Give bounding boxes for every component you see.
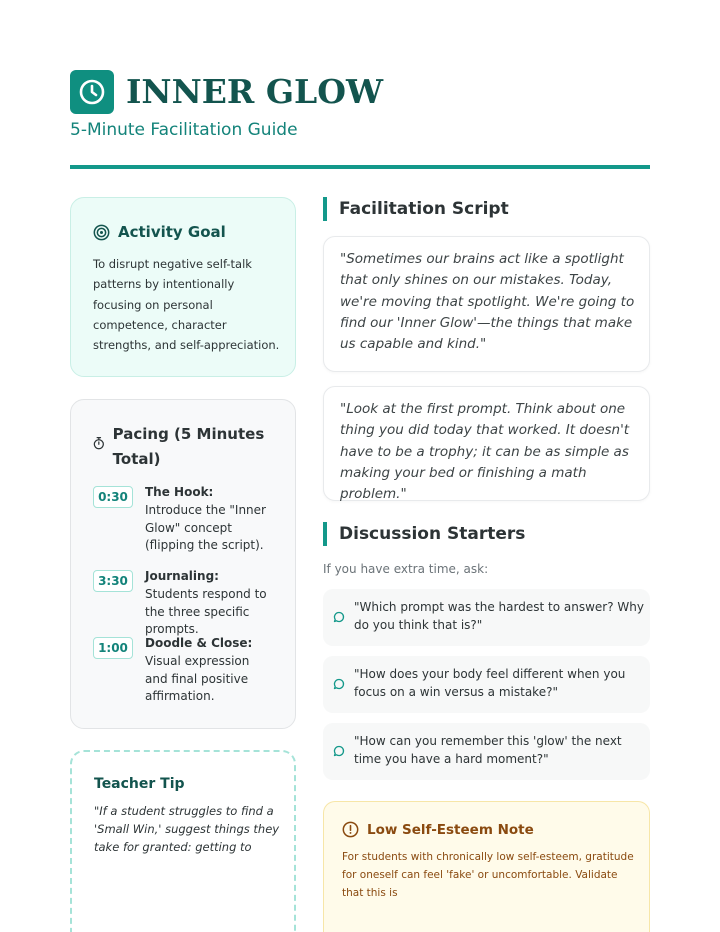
discussion-question: "How can you remember this 'glow' the next time you have a hard moment?" bbox=[354, 734, 622, 766]
low-self-esteem-note-card bbox=[323, 801, 650, 932]
logo-badge bbox=[70, 70, 114, 114]
pacing-item-text bbox=[145, 568, 267, 639]
speech-bubble-icon bbox=[333, 678, 345, 690]
stopwatch-icon bbox=[93, 435, 105, 451]
note-header bbox=[342, 821, 534, 838]
activity-goal-text: To disrupt negative self-talk patterns by intentionally focusing on personal competence, character strengths, and self-appreciation. bbox=[93, 257, 280, 353]
pacing-item-desc: Visual expression and final positive affirmation. bbox=[145, 653, 250, 704]
pacing-title: Pacing (5 Minutes Total) bbox=[112, 425, 265, 468]
discussion-question: "How does your body feel different when you focus on a win versus a mistake?" bbox=[354, 667, 626, 699]
note-title: Low Self-Esteem Note bbox=[367, 821, 534, 838]
pacing-item-label: Journaling: bbox=[145, 569, 219, 583]
pacing-item-desc: Students respond to the three specific prompts. bbox=[145, 586, 267, 637]
pacing-card bbox=[70, 399, 296, 729]
discussion-item bbox=[323, 589, 650, 646]
discussion-starters-heading: Discussion Starters bbox=[323, 522, 525, 546]
page-subtitle: 5-Minute Facilitation Guide bbox=[70, 120, 298, 140]
discussion-item bbox=[323, 723, 650, 780]
teacher-tip-text: "If a student struggles to find a 'Small Win,' suggest things they take for granted: getting to bbox=[94, 804, 280, 854]
discussion-item bbox=[323, 656, 650, 713]
pacing-item-label: Doodle & Close: bbox=[145, 636, 253, 650]
facilitation-script-heading: Facilitation Script bbox=[323, 197, 509, 221]
pacing-header bbox=[93, 422, 283, 472]
note-text: For students with chronically low self-esteem, gratitude for oneself can feel 'fake' or uncomfortable. Validate that this is bbox=[342, 851, 634, 899]
discussion-question: "Which prompt was the hardest to answer? Why do you think that is?" bbox=[354, 600, 644, 632]
brand-title: INNER GLOW bbox=[126, 72, 384, 111]
clock-icon bbox=[78, 78, 106, 106]
alert-circle-icon bbox=[342, 821, 359, 838]
teacher-tip-card bbox=[70, 750, 296, 932]
script-quote: "Look at the first prompt. Think about one thing you did today that worked. It doesn't have to be a trophy; it can be as simple as making your bed or finishing a math problem." bbox=[340, 401, 630, 503]
time-badge: 0:30 bbox=[93, 486, 133, 508]
activity-goal-title: Activity Goal bbox=[118, 223, 226, 241]
target-icon bbox=[93, 224, 110, 241]
time-badge: 1:00 bbox=[93, 637, 133, 659]
time-badge: 3:30 bbox=[93, 570, 133, 592]
discussion-intro: If you have extra time, ask: bbox=[323, 562, 489, 576]
pacing-item-text bbox=[145, 484, 267, 555]
pacing-item-text bbox=[145, 635, 267, 706]
pacing-item-desc: Introduce the "Inner Glow" concept (flipping the script). bbox=[145, 502, 266, 553]
script-quote: "Sometimes our brains act like a spotlight that only shines on our mistakes. Today, we're moving that spotlight. We're going to find our 'Inner Glow'—the things that make us capable and kind." bbox=[340, 251, 635, 353]
teacher-tip-title: Teacher Tip bbox=[94, 776, 185, 792]
activity-goal-card bbox=[70, 197, 296, 377]
speech-bubble-icon bbox=[333, 611, 345, 623]
activity-goal-header bbox=[93, 223, 226, 241]
script-quote-card bbox=[323, 386, 650, 501]
header-divider bbox=[70, 165, 650, 169]
speech-bubble-icon bbox=[333, 745, 345, 757]
pacing-item-label: The Hook: bbox=[145, 485, 214, 499]
script-quote-card bbox=[323, 236, 650, 372]
